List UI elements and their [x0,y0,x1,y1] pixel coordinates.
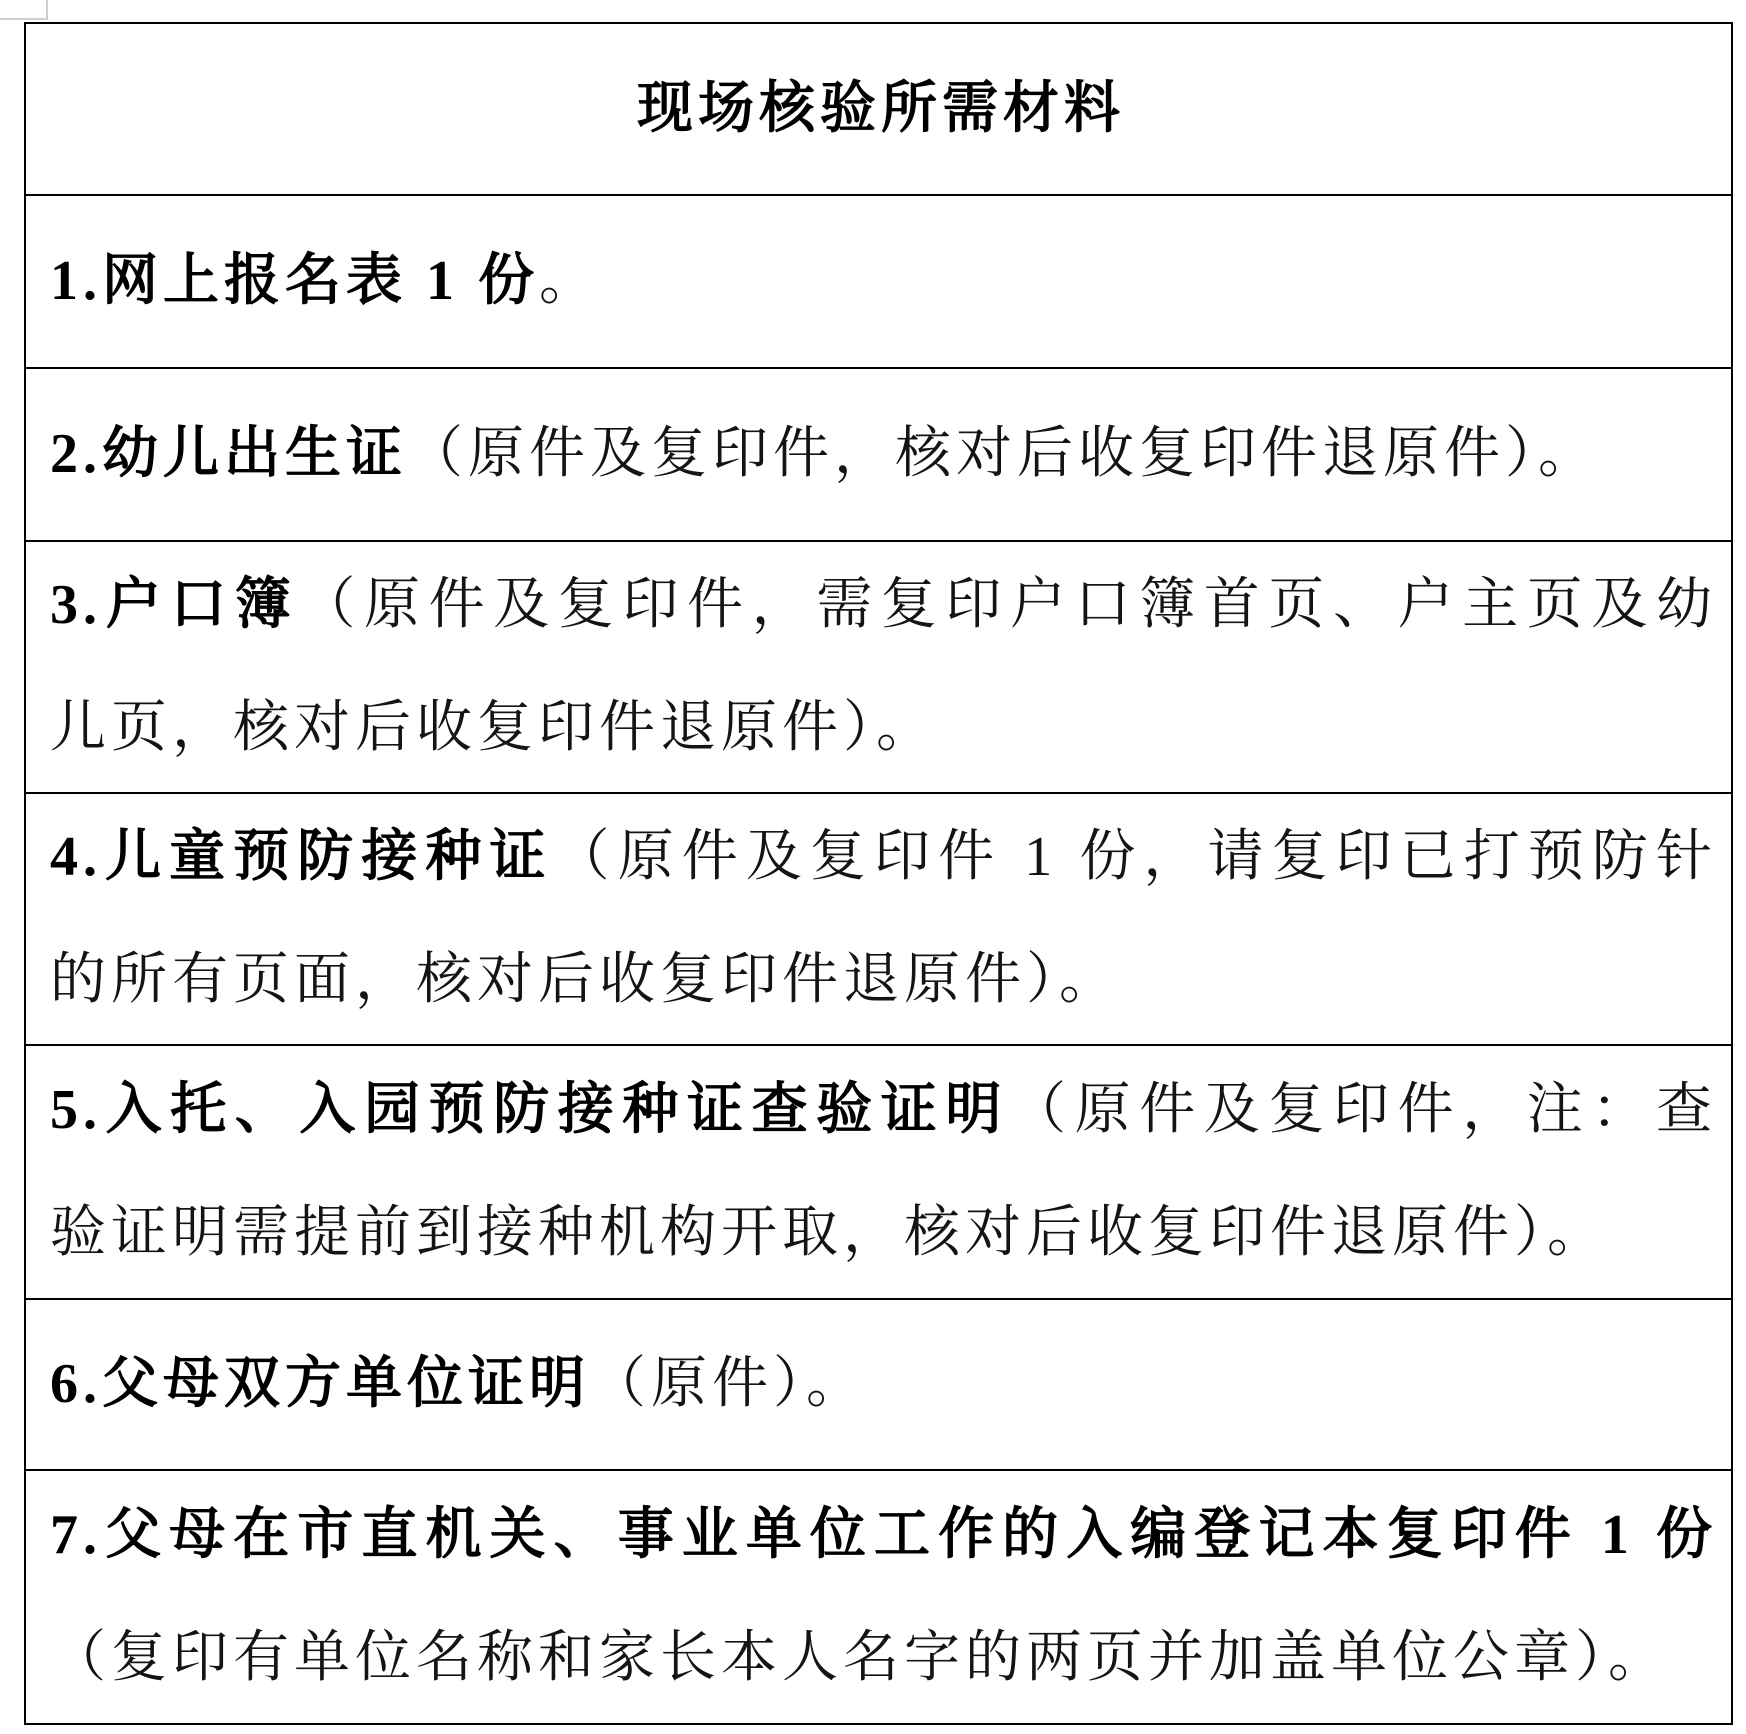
item-note: （原件及复印件，需复印户口簿首页、户主页及幼 [299,574,1718,636]
item-line-1 [50,1049,1717,1172]
material-item-7 [26,1471,1731,1723]
item-note: （原件及复印件，注：查 [1010,1079,1718,1141]
item-note: （原件及复印件 1 份，请复印已打预防针 [553,826,1718,888]
item-title: 入托、入园预防接种证查验证明 [102,1079,1010,1141]
item-note: （原件及复印件，核对后收复印件退原件）。 [407,423,1599,485]
page-corner-crop-mark [0,0,48,20]
item-line-1 [50,796,1717,919]
material-item-3 [26,542,1731,794]
item-note: （原件）。 [590,1353,867,1415]
item-number: 1. [50,250,102,312]
table-header [26,24,1731,196]
item-line-1 [50,1323,1717,1446]
item-note-continued: 的所有页面，核对后收复印件退原件）。 [50,949,1120,1011]
item-title: 网上报名表 1 份 [102,250,539,312]
item-line-2 [50,667,1717,790]
item-number: 3. [50,574,102,636]
item-line-1 [50,544,1717,667]
item-note: 。 [539,250,600,312]
item-title: 父母双方单位证明 [102,1353,590,1415]
item-title: 户口簿 [102,574,300,636]
materials-table [24,22,1733,1725]
item-number: 4. [50,826,102,888]
material-item-4 [26,794,1731,1046]
item-note-continued: 儿页，核对后收复印件退原件）。 [50,697,937,759]
item-number: 5. [50,1079,102,1141]
item-note-continued: （复印有单位名称和家长本人名字的两页并加盖单位公章）。 [50,1627,1669,1689]
item-number: 7. [50,1504,102,1566]
item-title: 儿童预防接种证 [102,826,554,888]
item-line-2 [50,1172,1717,1295]
item-title: 父母在市直机关、事业单位工作的入编登记本复印件 1 份 [102,1504,1717,1566]
item-title: 幼儿出生证 [102,423,407,485]
material-item-1 [26,196,1731,369]
table-title: 现场核验所需材料 [637,77,1125,140]
item-line-1 [50,1474,1717,1597]
item-number: 6. [50,1353,102,1415]
material-item-6 [26,1300,1731,1471]
item-note-continued: 验证明需提前到接种机构开取，核对后收复印件退原件）。 [50,1202,1608,1264]
material-item-2 [26,369,1731,542]
material-item-5 [26,1046,1731,1300]
item-line-2 [50,1597,1717,1720]
item-line-2 [50,919,1717,1042]
item-line-1 [50,220,1717,343]
item-number: 2. [50,423,102,485]
item-line-1 [50,393,1717,516]
